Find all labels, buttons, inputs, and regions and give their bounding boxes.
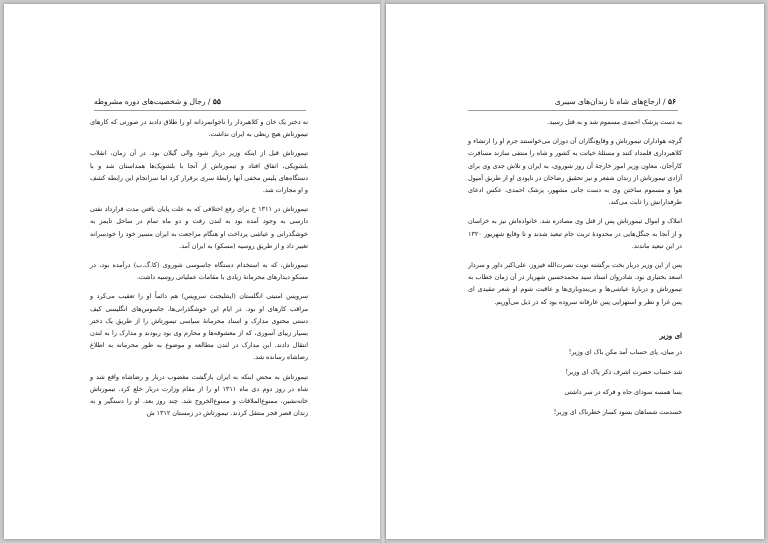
left-header-rule [94, 110, 306, 111]
poem-line: در میان، پای حساب آمد مکن باک ای وزیر! [568, 348, 682, 357]
right-page [386, 4, 764, 539]
paragraph: به دست پزشک احمدی مسموم شد و به قتل رسید. [547, 118, 682, 126]
paragraph: پس از این وزیر دربار بخت برگشته نوبت نصرت‌الله فیروز، علی‌اکبر داور و سردار اسعد بختیاری بود. شادروان استاد سید محمدحسین شهریار در آن زمان خطاب به تیمورتاش و دربارهٔ عیاشی‌ها و بی‌بندوباری‌ها و عاقبت شوم او شعر تنقیدی ای پس غرا و نظر و استهزایی پس عارفانه سروده بود که در ذیل می‌آوریم. [468, 261, 682, 306]
paragraph: تیمورتاش قبل از اینکه وزیر دربار شود والی گیلان بود. در آن زمان، انقلاب بلشویکی، اتفاق افتاد و تیمورتاش از آنجا با بلشویک‌ها همداستان شد و با دستگاه‌های پلیس مخفی آنها رابطهٔ سری برقرار کرد اما سرانجام این رابطه کشف و او مجازات شد. [90, 149, 308, 195]
left-page-number: ۵۵ [212, 97, 221, 106]
right-page-running-title: ازجاع‌های شاه تا زندان‌های سیبری [554, 97, 661, 106]
paragraph: گرچه هواداران تیمورتاش و وقایع‌نگاران آن دوران می‌خواستند جرم او را ارتشاء و کلاهبرداری قلمداد کنند و مسئلهٔ خیانت به کشور و شاه را منتفی سازند مسافرت کارآجان، معاون وزیر امور خارجهٔ آن روز شوروی، به ایران و تلاش جدی وی برای آزادی تیمورتاش از زندان شفعر و نیز تحقیق رضاخان در ناپودی او از طریق آمپول هوا و مسموم ساختن وی به دست جانی مشهور، پزشک احمدی، عکس ادعای طرفدارانش را ثابت می‌کند. [468, 137, 682, 207]
paragraph: تیمورتاش در ۱۳۱۱ خ برای رفع اختلافی که به علت پایان یافتن مدت قرارداد نفتی دارسی به وجود آمده بود به لندن رفت و دو ماه تمام در ساحل تایمز به خوشگذرانی و عیاشی پرداخت او هنگام مراجعت به ایران مسیر خود را خودسرانه تغییر داد و از طریق روسیه (مسکو) به ایران آمد. [90, 205, 309, 250]
right-page-number: ۵۶ [667, 97, 676, 106]
left-page-header [94, 97, 221, 106]
right-page-header [555, 97, 676, 106]
poem-line: بسا همسه سودای جاه و فرکه در سر داشتی [564, 388, 682, 397]
left-page [4, 4, 380, 539]
paragraph: نه دختر یک خان و کلاهبردار را ناجوانمردانه او را طلاق دادند در صورتی که کارهای تیمورتاش هیچ ربطی به ایران نداشت. [90, 118, 308, 139]
left-page-running-title: رجال و شخصیت‌های دوره مشروطه [94, 97, 206, 106]
poem-title: ای وزیر [659, 330, 682, 340]
right-header-separator: / [660, 97, 666, 106]
poem-line: شد حساب حضرت اشرف ذکر پاک ای وزیر! [565, 368, 682, 377]
right-page-body [468, 116, 682, 426]
poem-line: خسدمت شساهان بسود کسار خطرناک ای وزیر! [553, 408, 682, 417]
left-page-body [90, 116, 308, 426]
paragraph: تیمورتاش، که به استخدام دستگاه جاسوسی شوروی (کا.گ.ب) درآمده بود، در مسکو دیدارهای محرمانهٔ زیادی با مقامات عملیاتی روسیه داشت. [90, 261, 308, 282]
paragraph: املاک و اموال تیمورتاش پس از قتل وی مصادره شد. خانواده‌اش نیز به خراسان و از آنجا به جنگل‌هایی در محدودهٔ تربت جام تبعید شدند و تا وقایع شهریور ۱۳۲۰ در این تبعید ماندند. [468, 217, 682, 250]
right-header-rule [468, 110, 678, 111]
left-header-separator: / [205, 97, 211, 106]
paragraph: تیمورتاش به محض اینکه به ایران بازگشت مغضوب دربار و رضاشاه واقع شد و شاه در روز دوم دی ماه ۱۳۱۱ او را از مقام وزارت دربار خلع کرد. تیمورتاش خانه‌نشین، ممنوع‌الملاقات و ممنوع‌الخروج شد. چند روز بعد، او را دستگیر و به زندان قصر قجر منتقل کردند. تیمورتاش در زمستان ۱۳۱۲ ش [90, 372, 309, 418]
paragraph: سرویس امنیتی انگلستان (اینتلیجنت سرویس) هم دائماً او را تعقیب می‌کرد و مراقب کارهای او بود. در ایام این خوشگذرانی‌ها، جاسوس‌های انگلیسی کیف دستی محتوی مدارک و اسناد محرمانهٔ سیاسی تیمورتاش را از طریق یک دختر بسیار زیبای آسوری، که از معشوقه‌ها و محارم وی بود ربودند و مدارک را به لندن انتقال دادند. این مدارک در لندن مطالعه و موضوع به طور محرمانه به اطلاع رضاشاه رسانده شد. [90, 292, 308, 362]
